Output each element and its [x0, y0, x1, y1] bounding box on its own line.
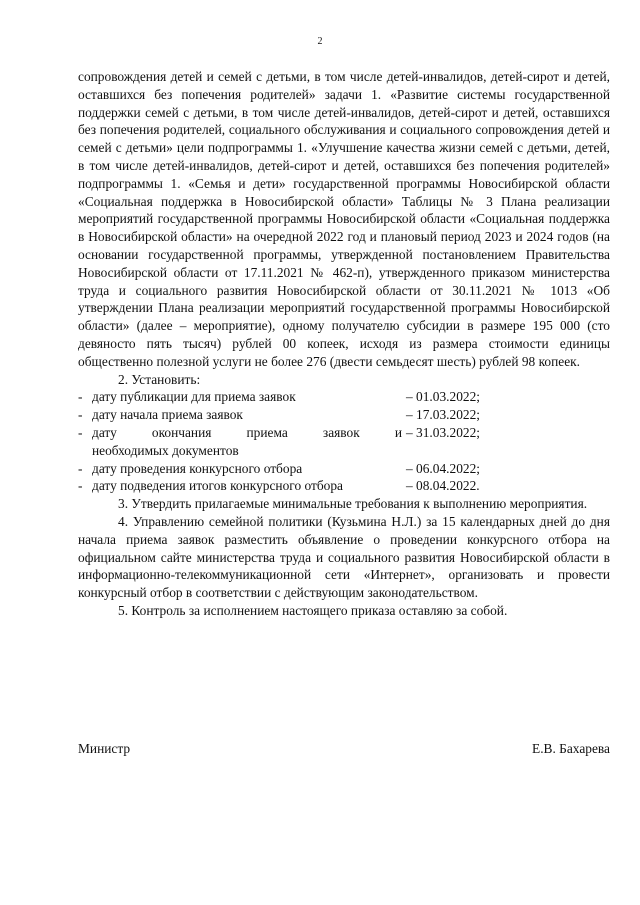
date-value: – 08.04.2022. [406, 478, 480, 494]
date-item-publication [78, 388, 610, 406]
item-5: 5. Контроль за исполнением настоящего приказа оставляю за собой. [118, 602, 508, 618]
date-label: дату подведения итогов конкурсного отбора [92, 478, 344, 494]
date-item-selection [78, 460, 610, 478]
list-dash: - [78, 407, 83, 423]
date-value: – 01.03.2022; [406, 389, 481, 405]
date-item-start [78, 406, 610, 424]
date-label-continued: необходимых документов [92, 442, 239, 458]
document-body [78, 68, 610, 620]
date-item-results [78, 477, 610, 495]
date-value: – 06.04.2022; [406, 460, 481, 476]
list-dash: - [78, 424, 83, 440]
date-item-end [78, 424, 610, 460]
list-dash: - [78, 478, 83, 494]
date-label: дату начала приема заявок [92, 407, 243, 423]
paragraph-1: сопровождения детей и семей с детьми, в том числе детей-инвалидов, детей-сирот и детей, оставшихся без попечения родителей» задачи 1. «Развитие системы государственной поддержки семей с детьми, в том числе детей-инвалидов, детей-сирот и детей, оставшихся без попечения родителей, социального обслуживания и социального сопровождения детей и семей с детьми» цели подпрограммы 1. «Улучшение качества жизни семей с детьми, детей, в том числе детей-инвалидов, детей-сирот и детей, оставшихся без попечения родителей» подпрограммы 1. «Семья и дети» государственной программы Новосибирской области «Социальная поддержка в Новосибирской области» Таблицы № 3 Плана реализации мероприятий государственной программы Новосибирской области «Социальная поддержка в Новосибирской области» на очередной 2022 год и плановый период 2023 и 2024 годов (на основании государственной программы, утвержденной постановлением Правительства Новосибирской области от 17.11.2021 № 462-п), утвержденного приказом министерства труда и социального развития Новосибирской области от 30.11.2021 № 1013 «Об утверждении Плана реализации мероприятий государственной программы Новосибирской области» (далее – мероприятие), одному получателю субсидии в размере 195 000 (сто девяносто пять тысяч) рублей 00 копеек, исходя из размера стоимости единицы общественно полезной услуги не более 276 (двести семьдесят шесть) рублей 98 копеек. [78, 69, 610, 369]
signatory-position: Министр [78, 741, 131, 756]
dates-list [78, 388, 610, 495]
signature-block [78, 741, 610, 757]
date-label: дату публикации для приема заявок [92, 389, 296, 405]
item-4: 4. Управлению семейной политики (Кузьмина Н.Л.) за 15 календарных дней до дня начала приема заявок разместить объявление о проведении конкурсного отбора на официальном сайте министерства труда и социального развития Новосибирской области в информационно-телекоммуникационной сети «Интернет», организовать и провести конкурсный отбор в соответствии с действующим законодательством. [78, 513, 610, 601]
date-value: – 17.03.2022; [406, 407, 481, 423]
list-dash: - [78, 460, 83, 476]
list-dash: - [78, 389, 83, 405]
signatory-name: Е.В. Бахарева [532, 741, 610, 756]
date-label: дату окончания приема заявок и [92, 424, 402, 440]
date-value: – 31.03.2022; [406, 424, 481, 440]
item-3: 3. Утвердить прилагаемые минимальные требования к выполнению мероприятия. [118, 496, 588, 512]
page-number: 2 [317, 36, 323, 47]
date-label: дату проведения конкурсного отбора [92, 460, 303, 476]
item-2-heading: 2. Установить: [118, 371, 201, 387]
